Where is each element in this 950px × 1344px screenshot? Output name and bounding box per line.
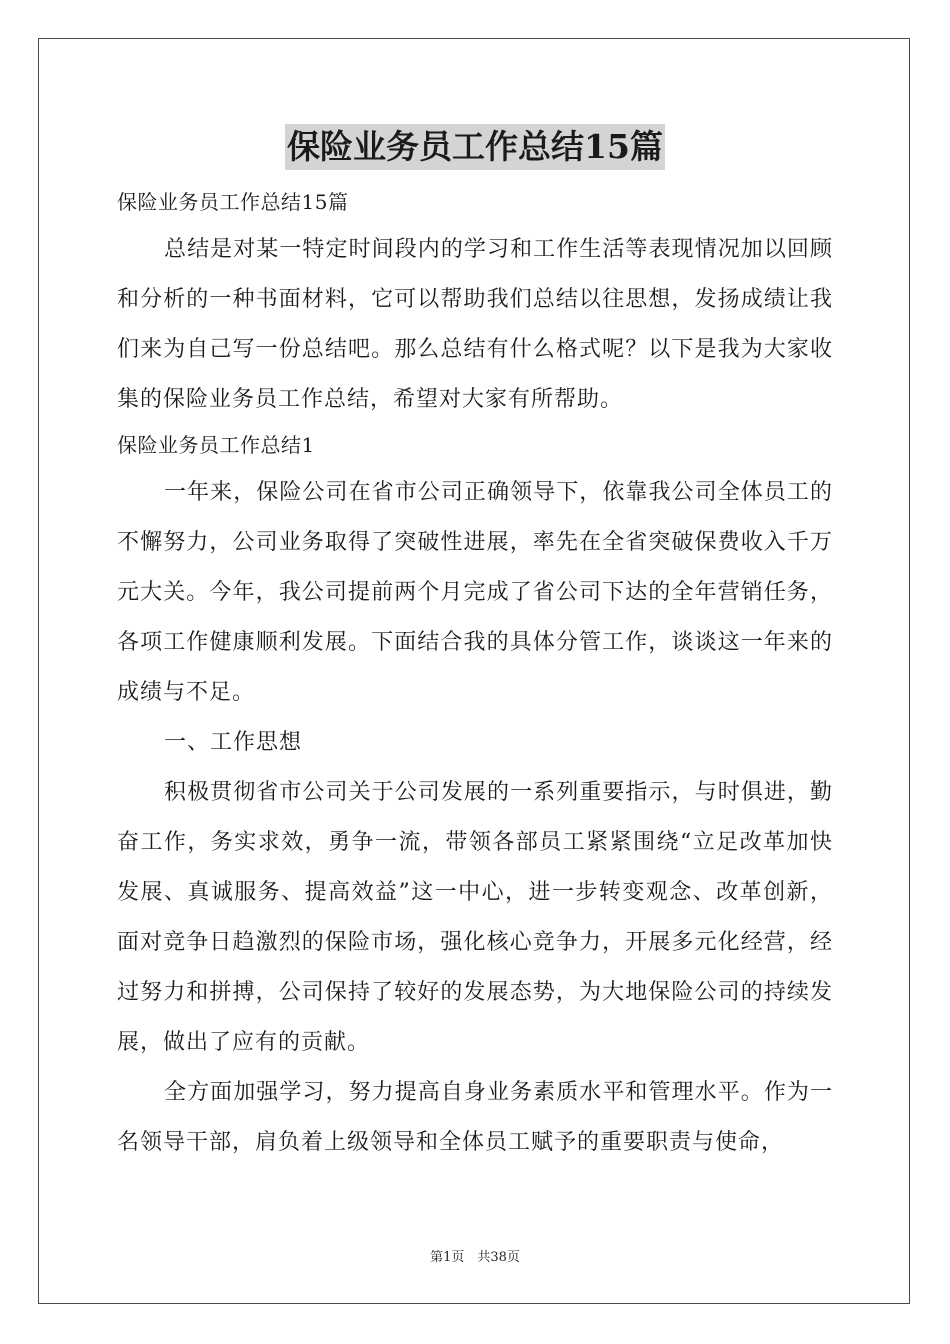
document-title: 保险业务员工作总结15篇: [285, 124, 665, 170]
body-paragraph: 全方面加强学习，努力提高自身业务素质水平和管理水平。作为一名领导干部，肩负着上级领导和全体员工赋予的重要职责与使命，: [117, 1080, 833, 1155]
section-heading: 保险业务员工作总结1: [117, 433, 315, 457]
document-body: [117, 182, 833, 1168]
title-container: [0, 124, 950, 170]
body-paragraph: 一年来，保险公司在省市公司正确领导下，依靠我公司全体员工的不懈努力，公司业务取得了突破性进展，率先在全省突破保费收入千万元大关。今年，我公司提前两个月完成了省公司下达的全年营销任务，各项工作健康顺利发展。下面结合我的具体分管工作，谈谈这一年来的成绩与不足。: [117, 480, 833, 705]
document-subtitle: 保险业务员工作总结15篇: [117, 190, 349, 214]
intro-paragraph: 总结是对某一特定时间段内的学习和工作生活等表现情况加以回顾和分析的一种书面材料，它可以帮助我们总结以往思想，发扬成绩让我们来为自己写一份总结吧。那么总结有什么格式呢？以下是我为大家收集的保险业务员工作总结，希望对大家有所帮助。: [117, 237, 833, 412]
sub-heading: 一、工作思想: [164, 730, 303, 755]
page-number-footer: 第1页 共38页: [430, 1250, 520, 1265]
body-paragraph: 积极贯彻省市公司关于公司发展的一系列重要指示，与时俱进，勤奋工作，务实求效，勇争一流，带领各部员工紧紧围绕“立足改革加快发展、真诚服务、提高效益”这一中心，进一步转变观念、改革创新，面对竞争日趋激烈的保险市场，强化核心竞争力，开展多元化经营，经过努力和拼搏，公司保持了较好的发展态势，为大地保险公司的持续发展，做出了应有的贡献。: [117, 780, 833, 1055]
